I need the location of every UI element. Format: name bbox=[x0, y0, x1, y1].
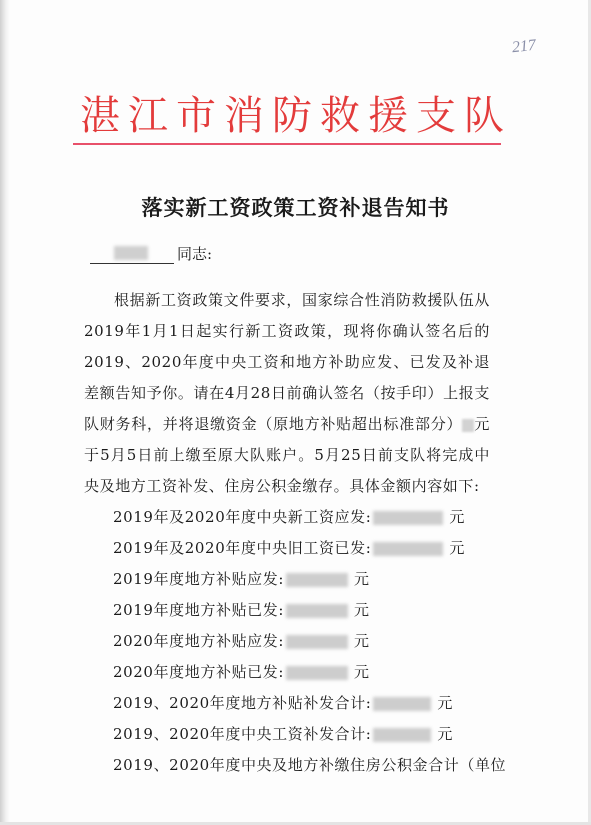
amount-unit: 元 bbox=[437, 725, 454, 743]
salutation bbox=[90, 243, 212, 264]
document-title: 落实新工资政策工资补退告知书 bbox=[141, 195, 450, 220]
amount-unit: 元 bbox=[354, 601, 370, 619]
amount-item bbox=[113, 533, 513, 564]
paragraph-text-part2: 元于5月5日前上缴至原大队账户。5月25日前支队将完成中央及地方工资补发、住房公积金缴存。具体金额内容如下: bbox=[84, 415, 490, 495]
scan-edge-shadow bbox=[0, 0, 10, 825]
redacted-amount bbox=[286, 573, 348, 587]
amount-unit: 元 bbox=[354, 570, 370, 588]
amount-unit: 元 bbox=[354, 632, 370, 650]
redacted-amount bbox=[286, 604, 348, 618]
redacted-amount bbox=[286, 635, 348, 649]
amount-item bbox=[113, 657, 513, 688]
amount-item bbox=[113, 564, 513, 595]
notice-paragraph bbox=[84, 285, 490, 502]
redacted-amount bbox=[373, 511, 443, 525]
amount-label: 2019年及2020年度中央旧工资已发: bbox=[113, 539, 372, 557]
amount-label: 2019、2020年度中央工资补发合计: bbox=[113, 725, 372, 743]
amount-item bbox=[113, 719, 513, 750]
handwritten-page-number: 217 bbox=[511, 36, 537, 57]
redacted-amount bbox=[286, 666, 348, 680]
amount-label: 2019、2020年度地方补贴补发合计: bbox=[113, 694, 372, 712]
redacted-amount bbox=[373, 542, 443, 556]
redacted-amount bbox=[373, 728, 431, 742]
amount-unit: 元 bbox=[437, 694, 454, 712]
amount-label: 2019年度地方补贴应发: bbox=[113, 570, 285, 588]
recipient-name-blank bbox=[90, 245, 174, 264]
redacted-name bbox=[114, 246, 148, 260]
amount-unit: 元 bbox=[449, 539, 466, 557]
amount-item bbox=[113, 750, 513, 781]
organization-header: 湛江市消防救援支队 bbox=[80, 93, 512, 139]
redacted-amount bbox=[462, 419, 474, 432]
amount-item bbox=[113, 502, 513, 533]
amount-item bbox=[113, 626, 513, 657]
amount-item bbox=[113, 595, 513, 626]
amount-label: 2019、2020年度中央及地方补缴住房公积金合计（单位 bbox=[113, 756, 507, 774]
salutation-suffix: 同志: bbox=[177, 245, 213, 263]
amount-label: 2019年度地方补贴已发: bbox=[113, 601, 285, 619]
amount-label: 2019年及2020年度中央新工资应发: bbox=[113, 508, 372, 526]
amount-item bbox=[113, 688, 513, 719]
amount-unit: 元 bbox=[354, 663, 370, 681]
redacted-amount bbox=[373, 697, 431, 711]
notice-body bbox=[84, 285, 490, 502]
header-red-rule bbox=[73, 143, 501, 145]
amount-label: 2020年度地方补贴已发: bbox=[113, 663, 285, 681]
paragraph-text-part1: 根据新工资政策文件要求，国家综合性消防救援队伍从2019年1月1日起实行新工资政策，现将你确认签名后的2019、2020年度中央工资和地方补助应发、已发及补退差额告知予你。请在4月28日前确认签名（按手印）上报支队财务科，并将退缴资金（原地方补贴超出标准部分） bbox=[84, 291, 490, 433]
amount-list bbox=[113, 502, 513, 781]
amount-unit: 元 bbox=[449, 508, 466, 526]
amount-label: 2020年度地方补贴应发: bbox=[113, 632, 285, 650]
